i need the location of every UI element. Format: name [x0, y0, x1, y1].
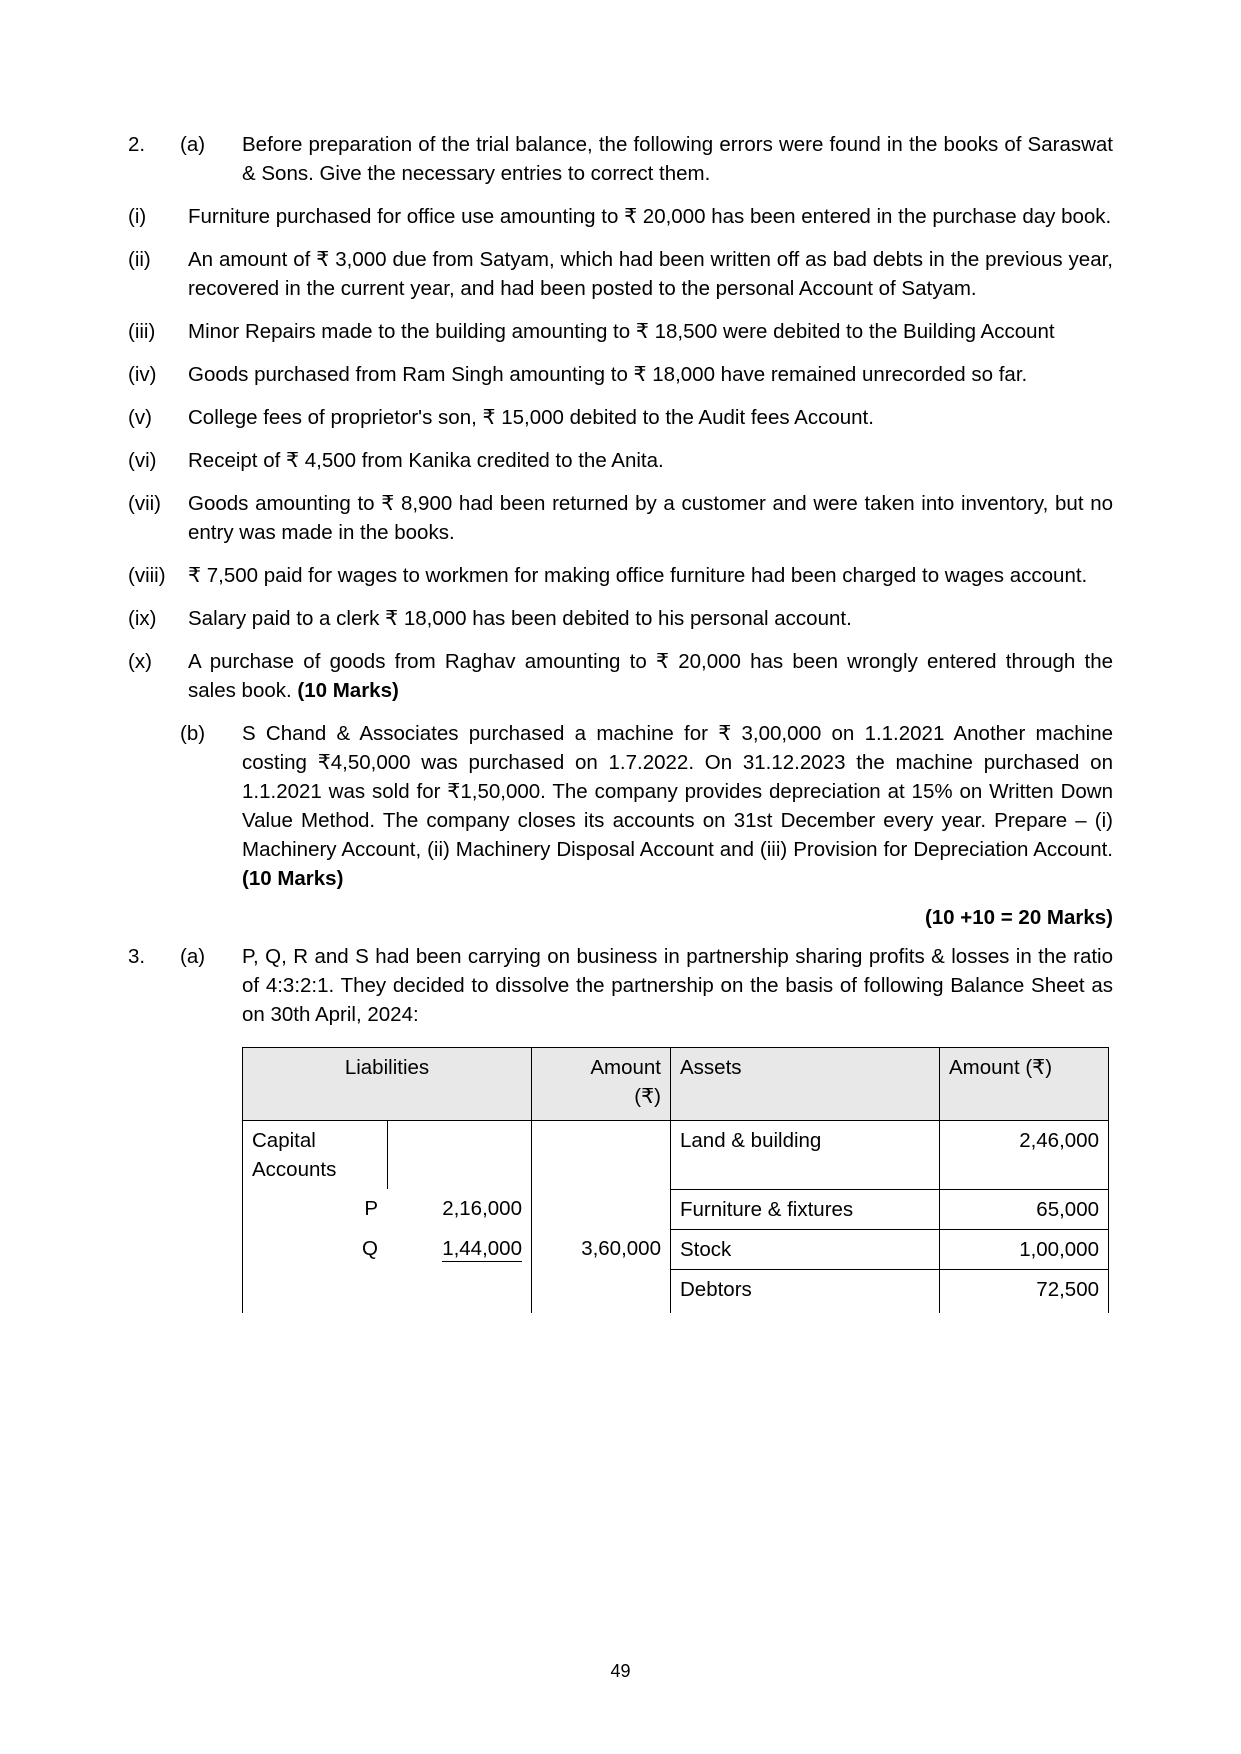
list-item	[128, 202, 1113, 231]
table-row	[243, 1121, 1109, 1190]
item-label: (vii)	[128, 492, 162, 515]
cell-amount-liability	[532, 1269, 671, 1313]
question-2b-body: S Chand & Associates purchased a machine for ₹ 3,00,000 on 1.1.2021 Another machine costing ₹4,50,000 was purchased on 1.7.2022. On 31.12.2023 the machine purchased on 1.1.2021 was sold for ₹1,50,000. The company provides depreciation at 15% on Written Down Value Method. The company closes its accounts on 31st December every year. Prepare – (i) Machinery Account, (ii) Machinery Disposal Account and (iii) Provision for Depreciation Account.	[242, 722, 1113, 861]
table-row	[243, 1269, 1109, 1313]
item-text-body: A purchase of goods from Raghav amounting to ₹ 20,000 has been wrongly entered through the sales book.	[188, 650, 1113, 702]
question-2a-items	[128, 202, 1113, 705]
item-text: Goods purchased from Ram Singh amounting to ₹ 18,000 have remained unrecorded so far.	[188, 363, 1028, 386]
item-text: Minor Repairs made to the building amounting to ₹ 18,500 were debited to the Building Account	[188, 320, 1055, 343]
item-text: An amount of ₹ 3,000 due from Satyam, which had been written off as bad debts in the previous year, recovered in the current year, and had been posted to the personal Account of Satyam.	[188, 248, 1113, 300]
header-amount-assets: Amount (₹)	[940, 1048, 1109, 1121]
list-item	[128, 604, 1113, 633]
list-item	[128, 489, 1113, 547]
cell-asset: Land & building	[671, 1121, 940, 1190]
marks-label: (10 Marks)	[242, 867, 344, 890]
item-label: (i)	[128, 205, 147, 228]
cell-asset: Stock	[671, 1229, 940, 1269]
table-row	[243, 1189, 1109, 1229]
question-3-number: 3.	[128, 945, 146, 968]
item-text: Salary paid to a clerk ₹ 18,000 has been debited to his personal account.	[188, 607, 852, 630]
table-header-row	[243, 1048, 1109, 1121]
question-3a-text: P, Q, R and S had been carrying on business in partnership sharing profits & losses in the ratio of 4:3:2:1. They decided to dissolve the partnership on the basis of following Balance Sheet as on 30th April, 2024:	[242, 945, 1113, 1026]
question-2a-letter: (a)	[180, 133, 206, 156]
cell-amount-asset: 1,00,000	[940, 1229, 1109, 1269]
question-2a-intro: Before preparation of the trial balance, the following errors were found in the books of Saraswat & Sons. Give the necessary entries to correct them.	[242, 133, 1113, 185]
page-number: 49	[610, 1661, 631, 1681]
cell-partner-value-underlined	[387, 1229, 532, 1269]
question-2-number: 2.	[128, 133, 146, 156]
item-text: College fees of proprietor's son, ₹ 15,000 debited to the Audit fees Account.	[188, 406, 874, 429]
header-amount-line2: (₹)	[634, 1085, 661, 1108]
item-text	[188, 647, 1113, 705]
list-item	[128, 245, 1113, 303]
cell-partner-name: P	[243, 1189, 388, 1229]
header-amount-line1: Amount	[590, 1056, 661, 1079]
cell-partner-name	[243, 1269, 388, 1313]
item-label: (iv)	[128, 363, 157, 386]
list-item	[128, 360, 1113, 389]
cell-amount-asset: 72,500	[940, 1269, 1109, 1313]
list-item	[128, 647, 1113, 705]
question-2-total-marks: (10 +10 = 20 Marks)	[924, 906, 1113, 929]
marks-label: (10 Marks)	[297, 679, 399, 702]
question-3a-letter: (a)	[180, 945, 206, 968]
cell-amount-liability	[532, 1121, 671, 1190]
cell-partner-value: 2,16,000	[387, 1189, 532, 1229]
cell-amount-asset: 65,000	[940, 1189, 1109, 1229]
cell-liability-sub	[387, 1121, 532, 1190]
cell-amount-asset: 2,46,000	[940, 1121, 1109, 1190]
item-text: Furniture purchased for office use amounting to ₹ 20,000 has been entered in the purchase day book.	[188, 205, 1112, 228]
question-3-part-a	[128, 942, 1113, 1029]
item-label: (viii)	[128, 564, 166, 587]
list-item	[128, 446, 1113, 475]
cell-partner-value	[387, 1269, 532, 1313]
item-label: (ix)	[128, 607, 157, 630]
partner-value-text: 1,44,000	[442, 1237, 522, 1260]
item-label: (x)	[128, 650, 152, 673]
balance-sheet-table	[242, 1047, 1109, 1313]
item-label: (v)	[128, 406, 152, 429]
item-label: (vi)	[128, 449, 157, 472]
list-item	[128, 317, 1113, 346]
list-item	[128, 561, 1113, 590]
cell-liability: Capital Accounts	[243, 1121, 388, 1190]
cell-amount-liability	[532, 1189, 671, 1229]
list-item	[128, 403, 1113, 432]
item-label: (iii)	[128, 320, 156, 343]
header-amount-liabilities	[532, 1048, 671, 1121]
question-2-part-a	[128, 130, 1113, 188]
header-liabilities: Liabilities	[243, 1048, 532, 1121]
cell-amount-liability: 3,60,000	[532, 1229, 671, 1269]
item-label: (ii)	[128, 248, 151, 271]
cell-asset: Debtors	[671, 1269, 940, 1313]
question-2b-letter: (b)	[180, 722, 206, 745]
table-row	[243, 1229, 1109, 1269]
cell-partner-name: Q	[243, 1229, 388, 1269]
balance-sheet-wrapper	[128, 1047, 1113, 1313]
header-assets: Assets	[671, 1048, 940, 1121]
cell-asset: Furniture & fixtures	[671, 1189, 940, 1229]
item-text: Goods amounting to ₹ 8,900 had been returned by a customer and were taken into inventory, but no entry was made in the books.	[188, 492, 1113, 544]
item-text: ₹ 7,500 paid for wages to workmen for making office furniture had been charged to wages account.	[188, 564, 1088, 587]
item-text: Receipt of ₹ 4,500 from Kanika credited to the Anita.	[188, 449, 664, 472]
question-2-part-b	[128, 719, 1113, 893]
question-2b-text	[242, 719, 1113, 893]
